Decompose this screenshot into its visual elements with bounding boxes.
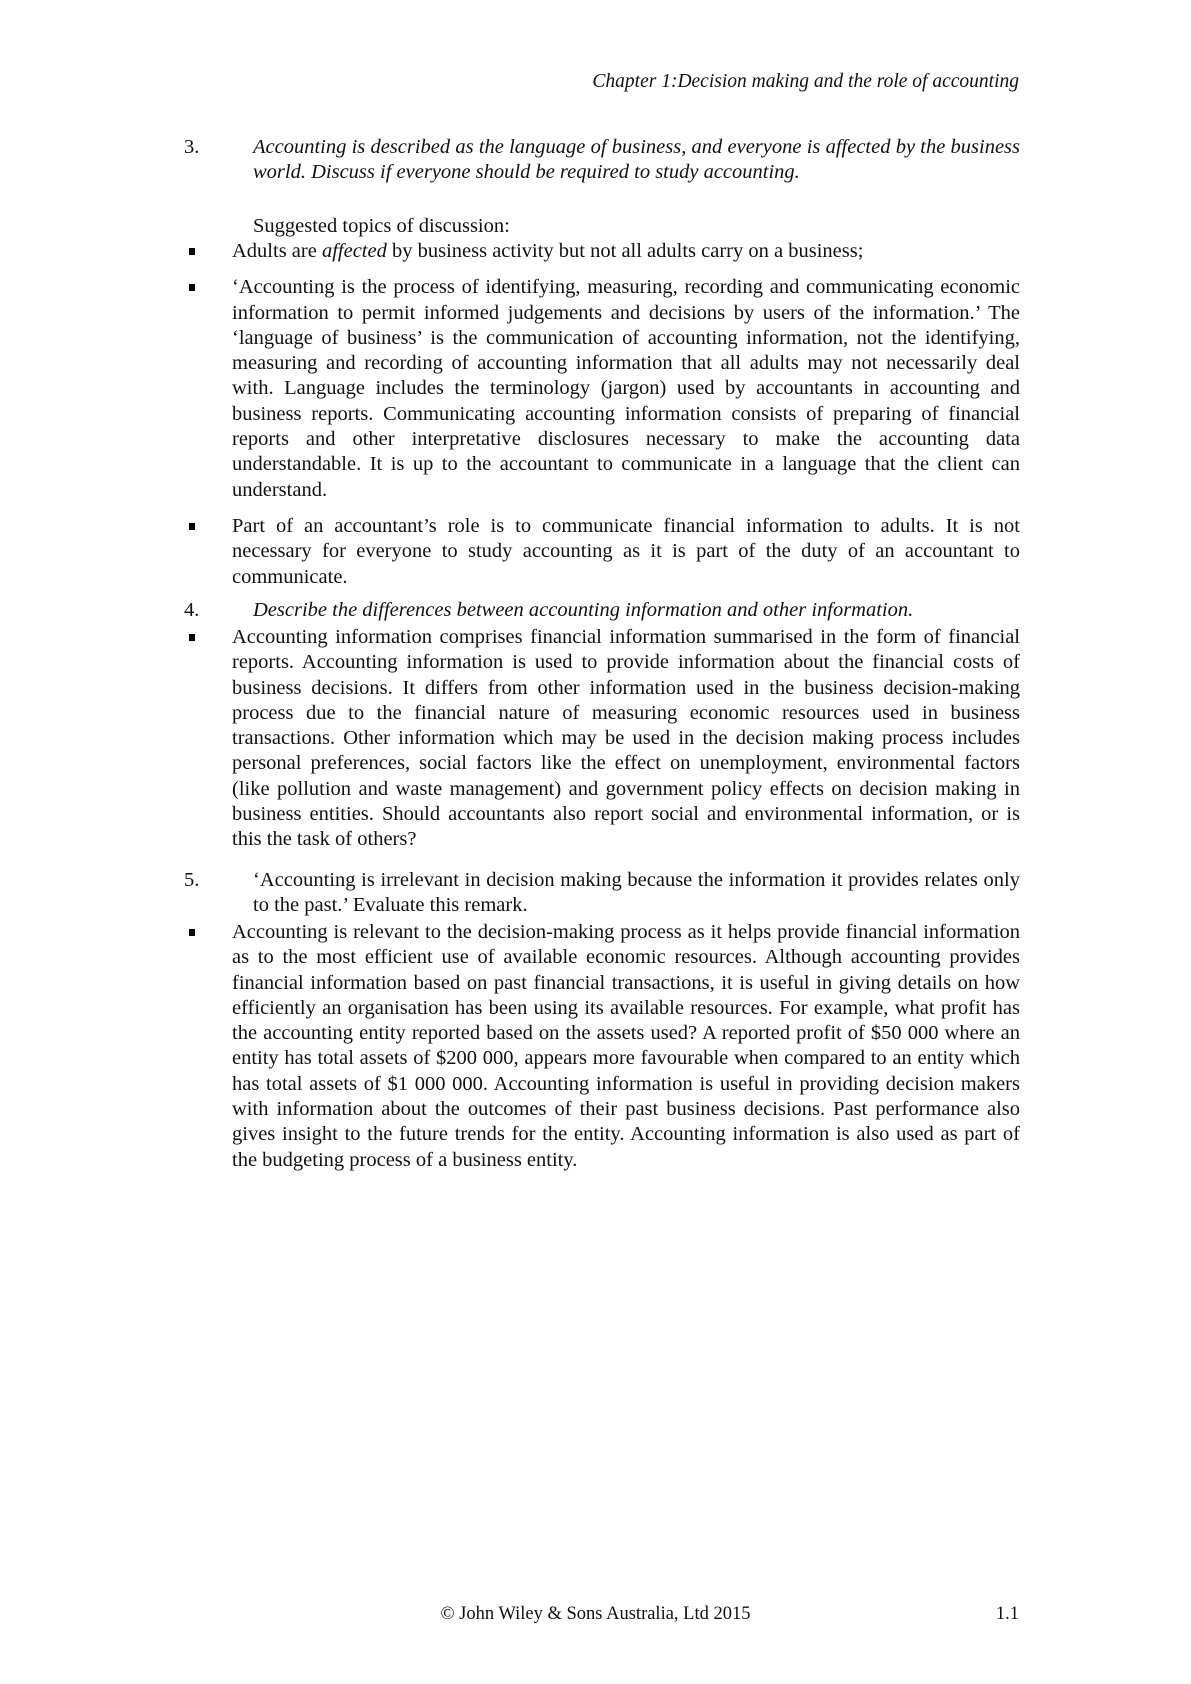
question-number: 5. — [184, 869, 200, 891]
page-footer — [0, 1601, 1191, 1627]
bullet-text: Accounting information comprises financial information summarised in the form of financial reports. Accounting information is used to provide information about the financial costs of business decisions. It differs from other information used in the business decision-making process due to the financial nature of measuring economic resources used in business transactions. Other information which may be used in the decision making process includes personal preferences, social factors like the effect on unemployment, environmental factors (like pollution and waste management) and government policy effects on decision making in business entities. Should accountants also report social and environmental information, or is this the task of others? — [232, 626, 1020, 851]
bullet-icon — [189, 929, 195, 936]
question-number: 4. — [184, 599, 200, 621]
question-5 — [184, 868, 1020, 919]
list-item — [184, 275, 1020, 503]
question-text: Describe the differences between accounting information and other information. — [253, 599, 914, 621]
bullet-text: Part of an accountant’s role is to communicate financial information to adults. It is not necessary for everyone to study accounting as it is part of the duty of an accountant to communicate. — [232, 514, 1020, 588]
q5-bullet-list — [184, 920, 1020, 1184]
list-item — [184, 920, 1020, 1173]
question-number: 3. — [184, 136, 200, 158]
question-text-part: affected — [825, 136, 891, 158]
bullet-text: Adults are — [232, 240, 322, 262]
question-text-part: by the business world. Discuss — [253, 136, 1020, 184]
question-text: ‘Accounting is irrelevant in decision making because the information it provides relates only to the past.’ Evaluate this remark. — [253, 869, 1020, 917]
question-text-part: if — [380, 161, 392, 184]
discussion-intro: Suggested topics of discussion: — [253, 215, 510, 237]
bullet-text: ‘Accounting is the process of identifying, measuring, recording and communicating economic information to permit informed judgements and decisions by users of the information.’ The ‘language of business’ is the communication of accounting information, not the identifying, measuring and recording of accounting information that all adults may not necessarily deal with. Language includes the terminology (jargon) used by accountants in accounting and business reports. Communicating accounting information consists of preparing of financial reports and other interpretative disclosures necessary to make the accounting data understandable. It is up to the accountant to communicate in a language that the client can understand. — [232, 276, 1020, 501]
q4-bullet-list — [184, 625, 1020, 864]
page-number: 1.1 — [995, 1604, 1019, 1624]
list-item — [184, 625, 1020, 853]
q3-bullet-list — [184, 239, 1020, 601]
bullet-icon — [189, 284, 195, 291]
question-text-part: everyone should be required to study accounting. — [391, 161, 800, 184]
bullet-icon — [189, 634, 195, 641]
list-item — [184, 239, 1020, 264]
list-item — [184, 514, 1020, 590]
running-header: Chapter 1:Decision making and the role of accounting — [592, 71, 1019, 92]
question-3 — [184, 135, 1020, 186]
copyright-notice: © John Wiley & Sons Australia, Ltd 2015 — [440, 1604, 751, 1624]
question-text-part: Accounting is described as the language of business, and everyone is — [253, 136, 826, 158]
bullet-text: by business activity but not all adults carry on a business; — [386, 240, 864, 262]
question-4 — [184, 598, 1020, 623]
bullet-emphasis: affected — [321, 240, 387, 262]
bullet-icon — [189, 523, 195, 530]
bullet-icon — [189, 248, 195, 255]
question-text — [253, 135, 1020, 186]
bullet-text: Accounting is relevant to the decision-making process as it helps provide financial information as to the most efficient use of available economic resources. Although accounting provides financial information based on past financial transactions, it is useful in giving details on how efficiently an organisation has been using its available resources. For example, what profit has the accounting entity reported based on the assets used? A reported profit of $50 000 where an entity has total assets of $200 000, appears more favourable when compared to an entity which has total assets of $1 000 000. Accounting information is useful in providing decision makers with information about the outcomes of their past business decisions. Past performance also gives insight to the future trends for the entity. Accounting information is also used as part of the budgeting process of a business entity. — [232, 921, 1020, 1171]
